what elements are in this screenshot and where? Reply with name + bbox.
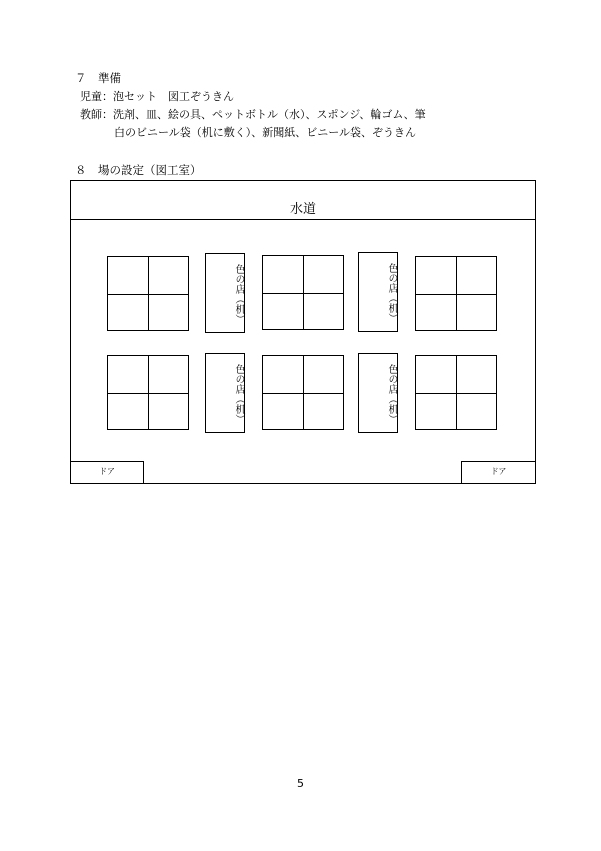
color-shop-table — [358, 353, 398, 433]
color-shop-table — [358, 252, 398, 332]
desk-group — [262, 355, 344, 430]
color-shop-label: 色の店（机） — [233, 364, 244, 424]
teacher-preparation-line-1: 教師：洗剤、皿、絵の具、ペットボトル（水）、スポンジ、輪ゴム、筆 — [80, 108, 426, 121]
section-8-heading: ８ 場の設定（図工室） — [75, 163, 202, 177]
room-layout-diagram — [70, 180, 536, 484]
color-shop-table — [205, 353, 245, 433]
section-7-heading: ７ 準備 — [75, 71, 121, 85]
sink-label: 水道 — [289, 202, 316, 217]
desk-group — [262, 255, 344, 330]
color-shop-label: 色の店（机） — [233, 264, 244, 324]
door-right: ドア — [461, 461, 536, 484]
desk-group — [415, 256, 497, 331]
desk-group — [415, 355, 497, 430]
color-shop-label: 色の店（机） — [386, 364, 397, 424]
teacher-preparation-line-2: 白のビニール袋（机に敷く）、新聞紙、ビニール袋、ぞうきん — [114, 126, 417, 139]
sink-divider — [70, 219, 536, 220]
color-shop-label: 色の店（机） — [386, 263, 397, 323]
desk-group — [107, 256, 189, 331]
door-left: ドア — [70, 461, 144, 484]
desk-group — [107, 355, 189, 430]
page-number: 5 — [297, 777, 304, 790]
children-preparation-line: 児童：泡セット 図工ぞうきん — [80, 90, 234, 103]
color-shop-table — [205, 253, 245, 333]
